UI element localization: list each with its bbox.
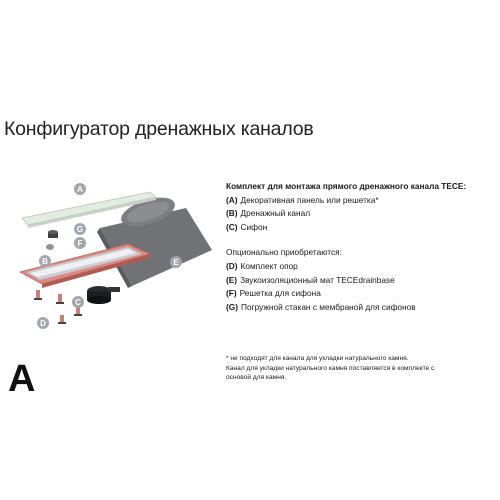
callout-g — [74, 223, 86, 235]
optional-heading: Опционально приобретаются: — [226, 247, 342, 258]
callout-d — [37, 317, 49, 329]
optional-item-key: (G) — [226, 301, 238, 312]
optional-item-text: Решетка для сифона — [239, 288, 321, 299]
siphon-grate — [46, 244, 54, 250]
corner-glyph: A — [8, 358, 36, 400]
callout-c — [72, 296, 84, 308]
kit-item-key: (C) — [226, 221, 238, 232]
optional-item-text: Погружной стакан с мембраной для сифонов — [240, 301, 416, 312]
optional-item-g — [226, 301, 496, 315]
svg-text:G: G — [76, 225, 84, 234]
footnote-line: * не подходят для канала для укладки натурального камня. — [226, 355, 409, 362]
optional-item-d — [226, 260, 496, 274]
optional-item-key: (F) — [226, 288, 237, 299]
kit-item-key: (A) — [226, 194, 238, 205]
kit-item-c — [226, 221, 496, 235]
optional-item-key: (D) — [226, 260, 238, 271]
optional-item-text: Звукоизоляционный мат TECEdrainbase — [240, 274, 395, 285]
membrane-cup — [48, 230, 58, 238]
svg-text:A: A — [77, 185, 83, 194]
callout-a — [74, 183, 86, 195]
optional-item-f — [226, 287, 496, 301]
svg-text:E: E — [173, 258, 179, 267]
page-title: Конфигуратор дренажных каналов — [4, 118, 314, 140]
optional-item-text: Комплект опор — [240, 260, 298, 271]
kit-description — [226, 180, 496, 314]
kit-heading: Комплект для монтажа прямого дренажного канала TECE: — [226, 181, 467, 191]
kit-item-text: Декоративная панель или решетка* — [240, 194, 379, 205]
kit-item-b — [226, 207, 496, 221]
svg-text:F: F — [77, 239, 83, 248]
footnote-line: Канал для укладки натурального камня поставляется в комплекте с — [226, 364, 435, 372]
drainage-kit-drawing — [0, 170, 225, 345]
optional-item-key: (E) — [226, 274, 238, 285]
siphon — [87, 286, 120, 304]
callout-e — [170, 256, 182, 268]
svg-text:C: C — [75, 298, 81, 307]
kit-item-text: Сифон — [240, 221, 268, 232]
optional-item-e — [226, 274, 496, 288]
callout-b — [39, 255, 51, 267]
footnotes — [226, 354, 496, 383]
callout-f — [74, 237, 86, 249]
product-illustration — [0, 170, 225, 345]
footnote-line: основой для камня. — [226, 374, 287, 382]
kit-item-text: Дренажный канал — [240, 208, 311, 219]
kit-item-key: (B) — [226, 208, 238, 219]
svg-text:D: D — [40, 319, 46, 328]
kit-item-a — [226, 194, 496, 208]
svg-text:B: B — [42, 257, 48, 266]
